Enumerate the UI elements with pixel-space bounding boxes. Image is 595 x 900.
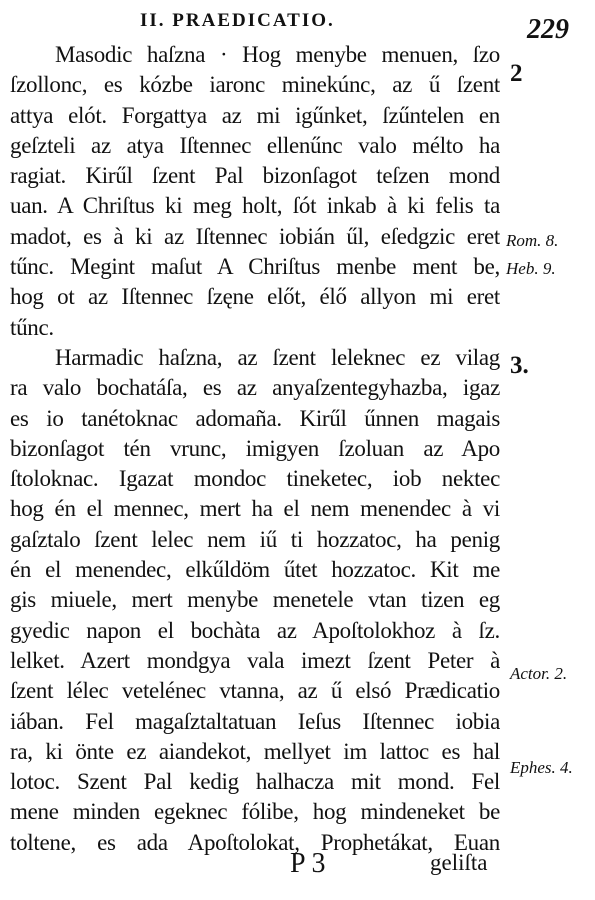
text-line: madot, es à ki az Iſtennec iobián űl, eſedgzic eret bbox=[10, 223, 500, 249]
text-line: hog én el mennec, mert ha el nem menendec à vi bbox=[10, 496, 500, 522]
margin-number-2: 2 bbox=[510, 60, 523, 87]
text-line: ſtoloknac. Igazat mondoc tineketec, iob nektec bbox=[10, 466, 500, 492]
text-line: mene minden egeknec fólibe, hog mindeneket be bbox=[10, 799, 500, 825]
text-line: ſzent lélec vetelénec vtanna, az ű elsó Prædicatio bbox=[10, 678, 500, 704]
body-text bbox=[10, 40, 500, 858]
text-line: attya elót. Forgattya az mi igűnket, ſzűntelen en bbox=[10, 102, 500, 128]
page-number: 229 bbox=[527, 14, 569, 45]
margin-note-actor: Actor. 2. bbox=[510, 664, 568, 683]
text-line: uan. A Chriſtus ki meg holt, ſót inkab à ki felis ta bbox=[10, 193, 500, 219]
text-line: ragiat. Kirűl ſzent Pal bizonſagot teſzen mond bbox=[10, 163, 500, 189]
text-line: gaſztalo ſzent lelec nem iű ti hozzatoc, ha penig bbox=[10, 526, 500, 552]
margin-number-3: 3. bbox=[510, 352, 529, 379]
text-line: Masodic haſzna · Hog menybe menuen, ſzo bbox=[55, 42, 500, 67]
text-line: iában. Fel magaſztaltatuan Ieſus Iſtennec iobia bbox=[10, 708, 500, 734]
margin-note-rom: Rom. 8. bbox=[506, 231, 559, 250]
text-line: gis miuele, mert menybe menetele vtan tizen eg bbox=[10, 587, 500, 613]
text-line: lotoc. Szent Pal kedig halhacza mit mond. Fel bbox=[10, 769, 500, 795]
text-line: tűnc. bbox=[10, 314, 54, 340]
text-line: ra, ki önte ez aiandekot, mellyet im lattoc es hal bbox=[10, 738, 500, 764]
text-line: gyedic napon el bochàta az Apoſtolokhoz à ſz. bbox=[10, 617, 500, 643]
text-line: én el menendec, elkűldöm űtet hozzatoc. Kit me bbox=[10, 557, 500, 583]
catchword: geliſta bbox=[430, 850, 488, 875]
text-line: bizonſagot tén vrunc, imigyen ſzoluan az Apo bbox=[10, 435, 500, 461]
text-line: geſzteli az atya Iſtennec ellenűnc valo mélto ha bbox=[10, 132, 500, 158]
running-title: II. PRAEDICATIO. bbox=[140, 10, 335, 31]
text-line: Harmadic haſzna, az ſzent leleknec ez vilag bbox=[55, 344, 500, 370]
text-line: toltene, es ada Apoſtolokat, Prophetákat, Euan bbox=[10, 829, 500, 855]
signature-mark: P 3 bbox=[290, 848, 326, 879]
text-line: lelket. Azert mondgya vala imezt ſzent Peter à bbox=[10, 647, 500, 673]
text-line: ra valo bochatáſa, es az anyaſzentegyhazba, igaz bbox=[10, 375, 500, 401]
margin-note-heb: Heb. 9. bbox=[506, 259, 556, 278]
margin-note-ephes: Ephes. 4. bbox=[510, 758, 573, 777]
text-line: hog ot az Iſtennec ſzęne előt, élő allyon mi eret bbox=[10, 284, 500, 310]
text-line: tűnc. Megint maſut A Chriſtus menbe ment be, bbox=[10, 254, 500, 280]
text-line: ſzollonc, es kózbe iaronc minekúnc, az ű ſzent bbox=[10, 72, 500, 98]
text-line: es io tanétoknac adomaña. Kirűl űnnen magais bbox=[10, 405, 500, 431]
